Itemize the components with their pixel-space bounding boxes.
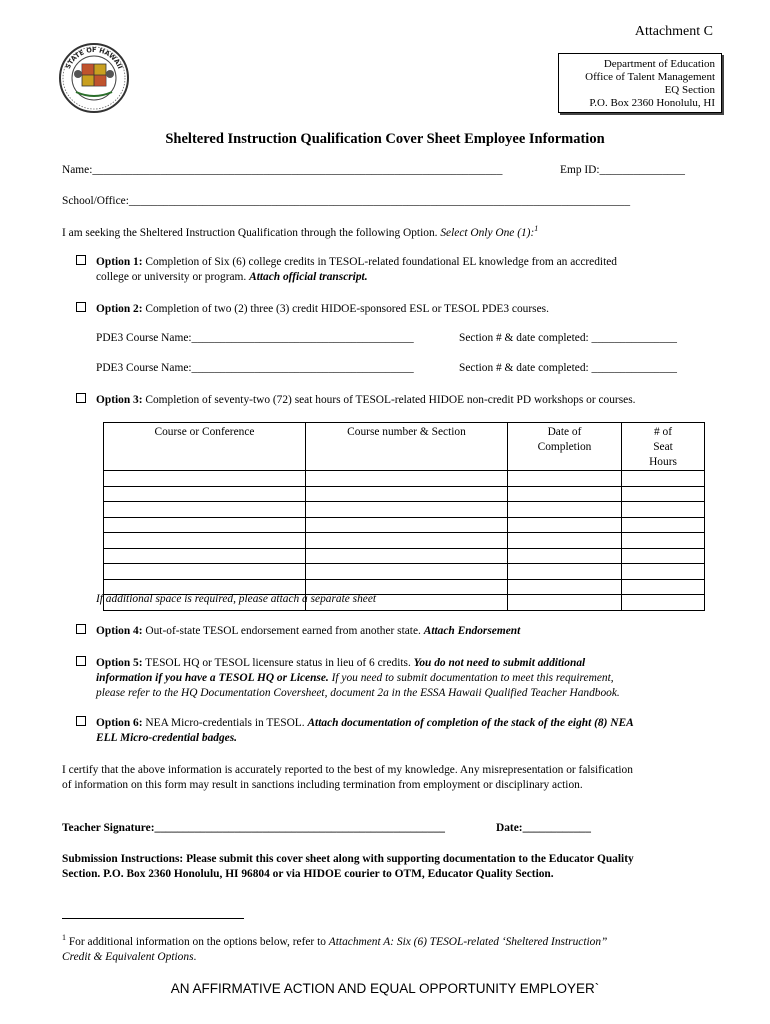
table-note: If additional space is required, please attach a separate sheet bbox=[96, 593, 377, 605]
pde3-section-date-2[interactable]: Section # & date completed: _______________ bbox=[459, 362, 677, 374]
option-1-checkbox[interactable] bbox=[76, 255, 86, 265]
option-2-checkbox[interactable] bbox=[76, 302, 86, 312]
footer-statement: AN AFFIRMATIVE ACTION AND EQUAL OPPORTUNITY EMPLOYER` bbox=[170, 981, 600, 996]
page-title: Sheltered Instruction Qualification Cover Sheet Employee Information bbox=[165, 131, 605, 147]
attachment-label: Attachment C bbox=[634, 24, 713, 39]
pde3-course-name-1[interactable]: PDE3 Course Name:_______________________________________ bbox=[96, 332, 414, 344]
certification-text: I certify that the above information is accurately reported to the best of my knowledge. Any misrepresentation or falsification of information on this form may result in sanctions including termination from employment or disciplinary action. bbox=[62, 764, 633, 791]
submission-instructions: Submission Instructions: Please submit this cover sheet along with supporting documentation to the Educator Quality Section. P.O. Box 2360 Honolulu, HI 96804 or via HIDOE courier to OTM, Educator Quality Section. bbox=[62, 853, 634, 880]
table-row bbox=[104, 533, 705, 549]
address-line: Office of Talent Management bbox=[585, 71, 715, 83]
address-line: EQ Section bbox=[664, 84, 715, 96]
intro-text: I am seeking the Sheltered Instruction Qualification through the following Option. Select Only One (1):$^1$ bbox=[62, 224, 539, 239]
table-row bbox=[104, 502, 705, 518]
name-field[interactable]: Name:________________________________________________________________________ bbox=[62, 164, 503, 176]
column-header: Course number & Section bbox=[306, 423, 508, 471]
option-5: Option 5: TESOL HQ or TESOL licensure status in lieu of 6 credits. You do not need to submit additional information if you have a TESOL HQ or License. If you need to submit documentation to meet this requirement, please refer to the HQ Documentation Coversheet, document 2a in the ESSA Hawaii Qualified Teacher Handbook. bbox=[76, 656, 620, 701]
pde3-course-name-2[interactable]: PDE3 Course Name:_______________________________________ bbox=[96, 362, 414, 374]
address-box bbox=[558, 53, 722, 113]
table-row bbox=[104, 486, 705, 502]
footnote: $^1$ For additional information on the options below, refer to Attachment A: Six (6) TESOL-related ‘Sheltered Instruction” Credit & Equivalent Options. bbox=[62, 933, 608, 963]
svg-text:STATE OF HAWAII: STATE OF HAWAII bbox=[63, 45, 125, 71]
signature-date-field[interactable]: Date:____________ bbox=[496, 822, 591, 834]
option-4: Option 4: Out-of-state TESOL endorsement earned from another state. Attach Endorsement bbox=[76, 624, 520, 637]
option-4-checkbox[interactable] bbox=[76, 624, 86, 634]
address-line: P.O. Box 2360 Honolulu, HI bbox=[589, 97, 715, 109]
pde3-section-date-1[interactable]: Section # & date completed: _______________ bbox=[459, 332, 677, 344]
column-header: Date of Completion bbox=[508, 423, 622, 471]
seat-hours-table bbox=[103, 422, 705, 611]
table-row bbox=[104, 471, 705, 487]
table-row bbox=[104, 564, 705, 580]
option-5-checkbox[interactable] bbox=[76, 656, 86, 666]
teacher-signature-field[interactable]: Teacher Signature:___________________________________________________ bbox=[62, 822, 445, 834]
option-3: Option 3: Completion of seventy-two (72) seat hours of TESOL-related HIDOE non-credit PD workshops or courses. bbox=[76, 393, 636, 406]
footnote-divider bbox=[62, 918, 244, 919]
footnote-ref: 1 bbox=[534, 224, 539, 233]
column-header: Course or Conference bbox=[104, 423, 306, 471]
emp-id-field[interactable]: Emp ID:_______________ bbox=[560, 164, 685, 176]
table-row bbox=[104, 517, 705, 533]
state-seal-logo bbox=[58, 42, 130, 114]
option-2: Option 2: Completion of two (2) three (3) credit HIDOE-sponsored ESL or TESOL PDE3 courses. bbox=[76, 302, 549, 315]
school-office-field[interactable]: School/Office:________________________________________________________________________________________ bbox=[62, 195, 631, 207]
column-header: # of Seat Hours bbox=[622, 423, 705, 471]
option-6: Option 6: NEA Micro-credentials in TESOL. Attach documentation of completion of the stack of the eight (8) NEA ELL Micro-credential badges. bbox=[76, 716, 634, 746]
option-6-checkbox[interactable] bbox=[76, 716, 86, 726]
address-line: Department of Education bbox=[603, 58, 715, 70]
option-3-checkbox[interactable] bbox=[76, 393, 86, 403]
table-row bbox=[104, 548, 705, 564]
option-1: Option 1: Completion of Six (6) college credits in TESOL-related foundational EL knowledge from an accredited college or university or program. Attach official transcript. bbox=[76, 255, 617, 285]
